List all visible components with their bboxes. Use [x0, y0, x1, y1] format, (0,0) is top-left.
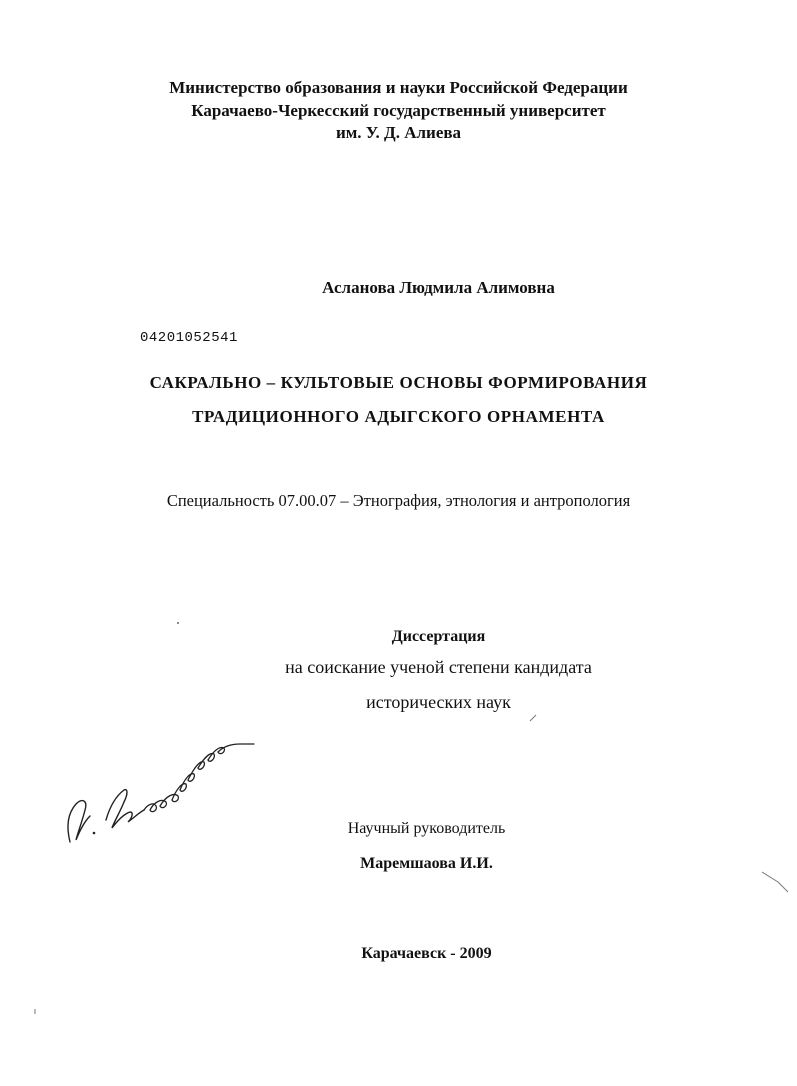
author-name: Асланова Людмила Алимовна	[322, 278, 555, 297]
supervisor-label: Научный руководитель	[347, 820, 506, 837]
specialty: Специальность 07.00.07 – Этнография, этнология и антропология	[166, 491, 631, 510]
degree-line-1: на соискание ученой степени кандидата	[285, 657, 592, 677]
catalog-code: 04201052541	[140, 330, 238, 346]
scan-dot	[175, 620, 181, 626]
scan-mark	[760, 868, 797, 898]
ministry-name: Министерство образования и науки Российской Федерации	[169, 78, 628, 97]
place-year: Карачаевск - 2009	[361, 945, 492, 962]
title-line-2: ТРАДИЦИОННОГО АДЫГСКОГО ОРНАМЕНТА	[192, 407, 605, 426]
degree-line-2: исторических наук	[366, 692, 511, 712]
university-named-after: им. У. Д. Алиева	[335, 123, 462, 142]
scan-speck	[528, 712, 540, 724]
work-type-heading: Диссертация	[391, 628, 486, 645]
university-name: Карачаево-Черкесский государственный университет	[191, 101, 606, 120]
supervisor-name: Маремшаова И.И.	[360, 855, 493, 872]
scan-dot	[32, 1008, 38, 1016]
title-line-1: САКРАЛЬНО – КУЛЬТОВЫЕ ОСНОВЫ ФОРМИРОВАНИЯ	[149, 373, 648, 392]
